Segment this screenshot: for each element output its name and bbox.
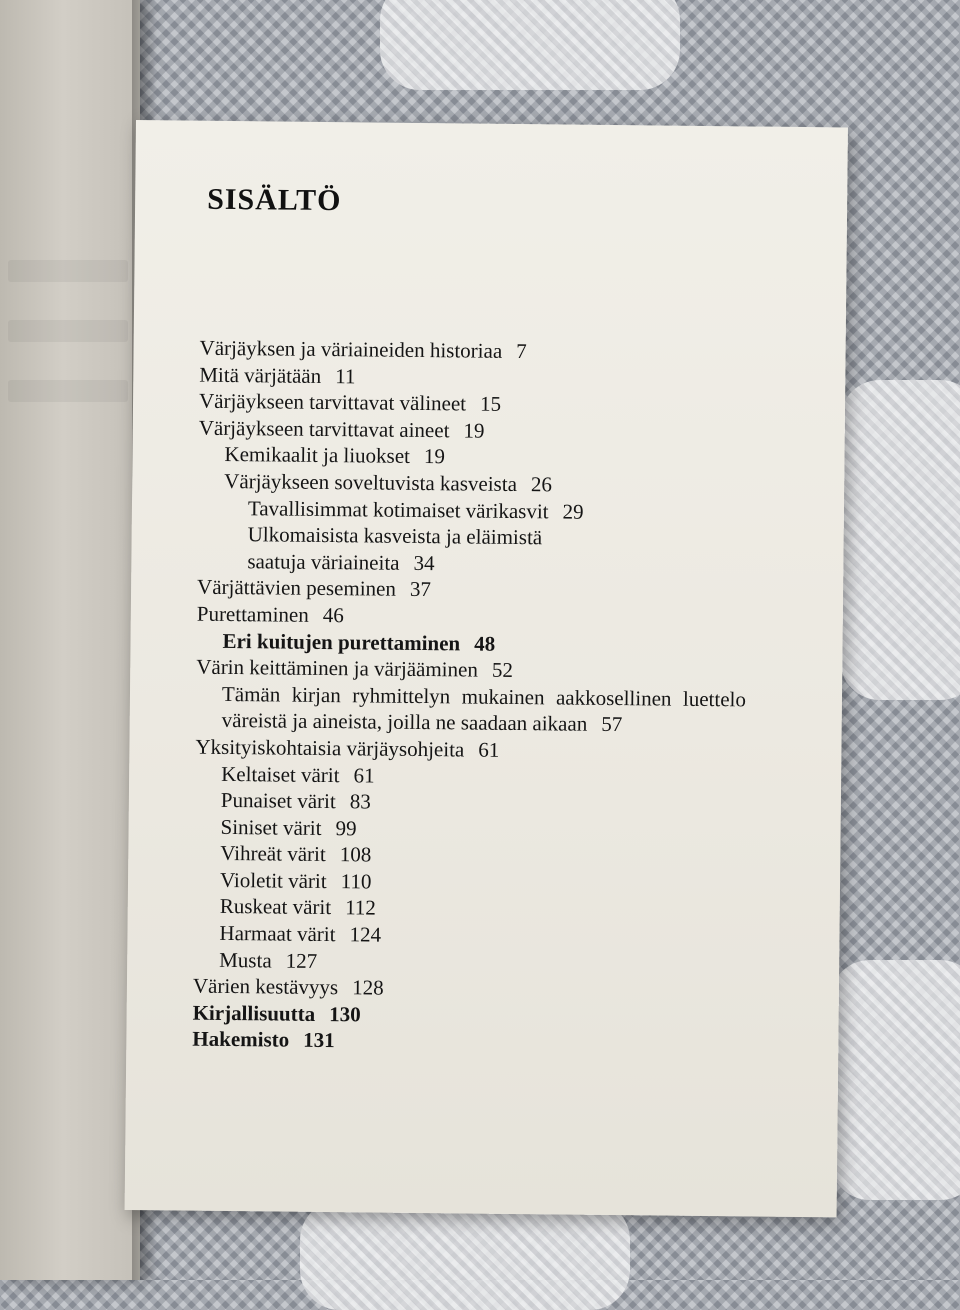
carpet-pattern [840, 380, 960, 700]
book-page [125, 120, 848, 1217]
carpet-pattern [380, 0, 680, 90]
toc-entry: Hakemisto 131 [192, 1027, 335, 1053]
toc-entry: Värien kestävyys 128 [192, 973, 384, 1000]
facing-page [0, 0, 140, 1280]
toc-entry: Violetit värit 110 [219, 867, 372, 894]
toc-entry: Värjäykseen tarvittavat aineet 19 [198, 415, 485, 443]
toc-entry: Värin keittäminen ja värjääminen 52 [196, 654, 514, 683]
carpet-pattern [300, 1200, 630, 1310]
toc-entry: Värjäyksen ja väriaineiden historiaa 7 [199, 335, 527, 364]
show-through-text [8, 320, 128, 342]
show-through-text [8, 380, 128, 402]
toc-entry: Värjäykseen tarvittavat välineet 15 [198, 388, 502, 417]
toc-entry: Musta 127 [219, 947, 318, 973]
toc-entry: Ruskeat värit 112 [219, 894, 377, 921]
table-of-contents [192, 335, 759, 1059]
toc-entry: Punaiset värit 83 [220, 788, 371, 814]
toc-entry: Harmaat värit 124 [219, 920, 382, 947]
toc-entry: Värjättävien peseminen 37 [196, 575, 432, 602]
show-through-text [8, 260, 128, 282]
toc-entry: Keltaiset värit 61 [221, 761, 375, 788]
carpet-pattern [830, 960, 960, 1200]
page-title: SISÄLTÖ [207, 182, 342, 218]
toc-entry: Kirjallisuutta 130 [192, 1000, 361, 1027]
toc-entry: Kemikaalit ja liuokset 19 [224, 442, 446, 469]
toc-entry: Tavallisimmat kotimaiset värikasvit 29 [247, 495, 584, 524]
toc-entry: Yksityiskohtaisia värjäysohjeita 61 [195, 734, 500, 762]
toc-entry: Ulkomaisista kasveista ja eläimistä saatuja väriaineita 34 [247, 522, 543, 575]
toc-entry: Eri kuitujen purettaminen 48 [222, 628, 496, 656]
toc-entry: Tämän kirjan ryhmittelyn mukainen aakkosellinen luettelo väreistä ja aineista, joilla ne saadaan aikaan 57 [221, 681, 747, 737]
toc-entry: Värjäykseen soveltuvista kasveista 26 [224, 468, 553, 497]
toc-entry: Siniset värit 99 [220, 814, 357, 841]
toc-entry: Mitä värjätään 11 [199, 362, 356, 388]
toc-entry: Purettaminen 46 [196, 601, 344, 628]
toc-entry: Vihreät värit 108 [220, 841, 372, 867]
